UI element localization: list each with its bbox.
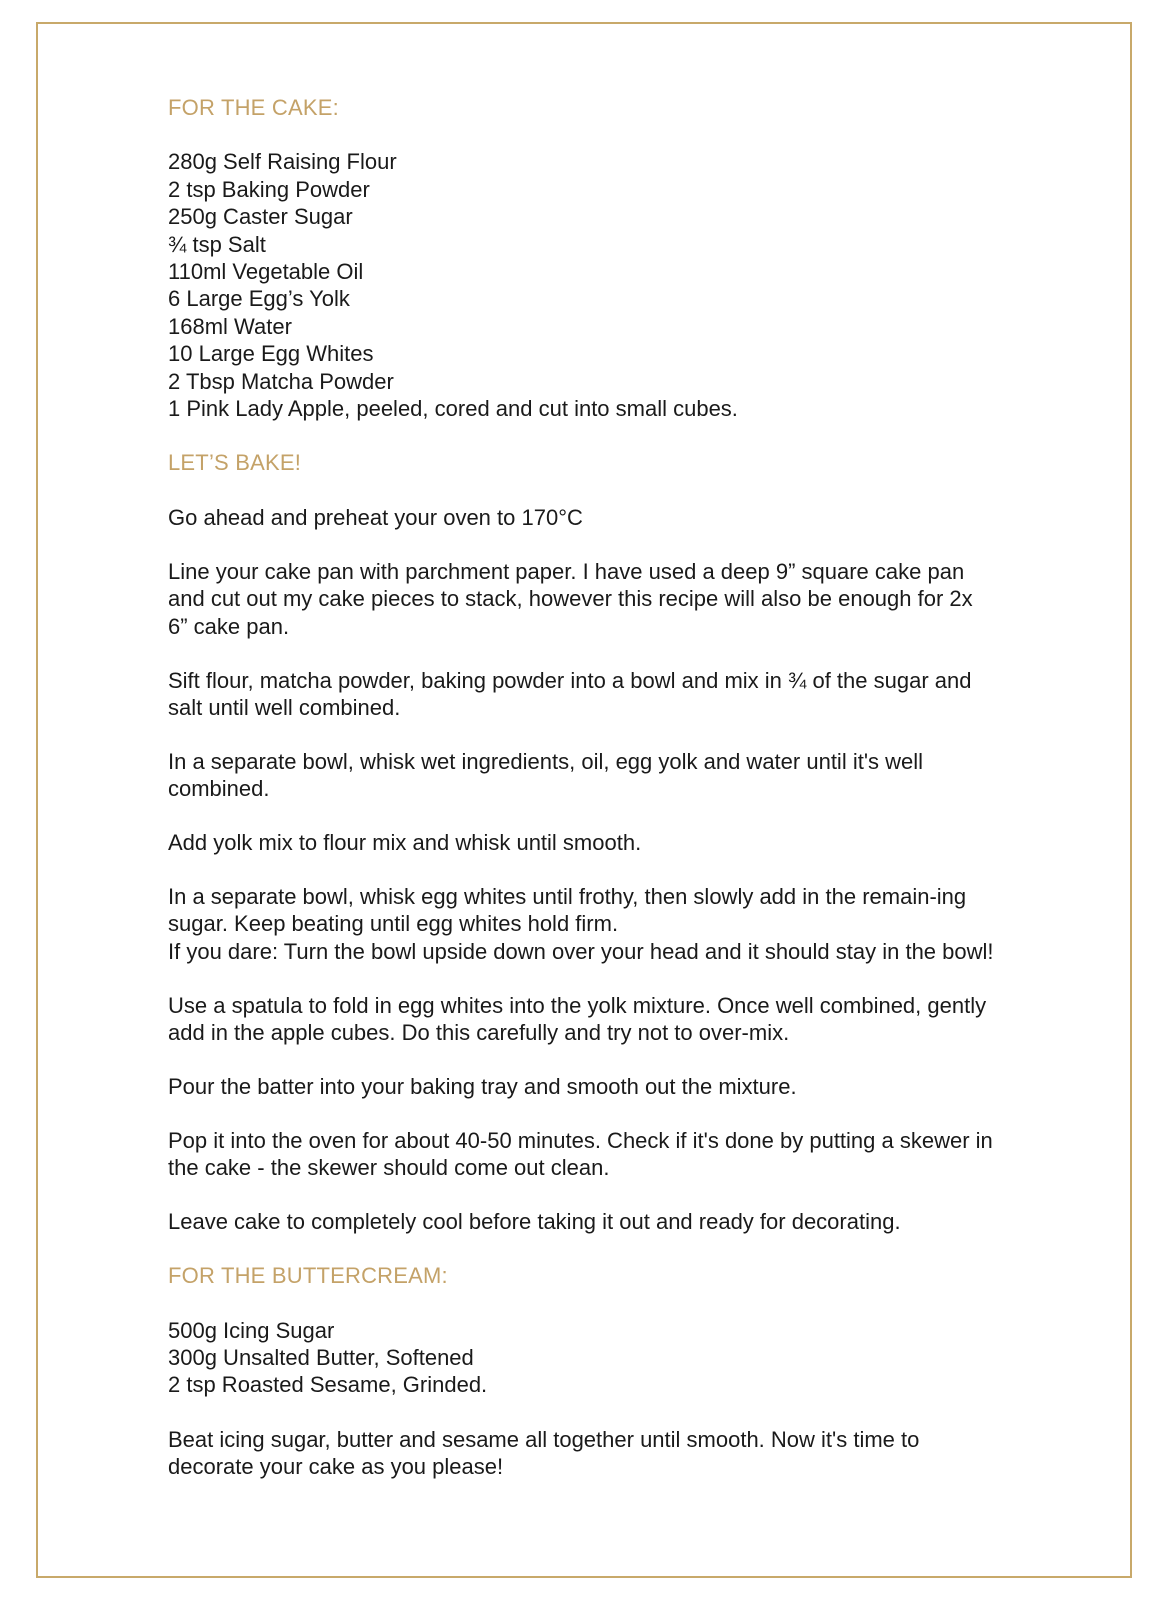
ingredient-item: 250g Caster Sugar [168,204,353,230]
recipe-content [168,94,998,1481]
bake-step: In a separate bowl, whisk egg whites until frothy, then slowly add in the remain-ing sugar. Keep beating until egg whites hold firm. [168,884,967,937]
ingredient-item: 300g Unsalted Butter, Softened [168,1345,474,1370]
bake-step: In a separate bowl, whisk wet ingredients, oil, egg yolk and water until it's well combined. [168,748,924,802]
bake-step: Go ahead and preheat your oven to 170°C [168,504,583,530]
ingredient-item: 2 tsp Baking Powder [168,176,370,202]
ingredient-item: 2 tsp Roasted Sesame, Grinded. [168,1372,488,1398]
bake-step: Use a spatula to fold in egg whites into the yolk mixture. Once well combined, gently add in the apple cubes. Do this carefully and try not to over-mix. [168,992,987,1046]
ingredient-item: ¾ tsp Salt [168,231,266,257]
cake-heading: FOR THE CAKE: [168,95,339,120]
buttercream-instruction: Beat icing sugar, butter and sesame all together until smooth. Now it's time to decorate your cake as you please! [168,1426,920,1480]
ingredient-item: 1 Pink Lady Apple, peeled, cored and cut into small cubes. [168,396,738,422]
ingredient-item: 168ml Water [168,313,292,339]
bake-step-group [168,883,998,965]
bake-step: Pour the batter into your baking tray and smooth out the mixture. [168,1074,797,1100]
bake-step: Line your cake pan with parchment paper. I have used a deep 9” square cake pan and cut out my cake pieces to stack, however this recipe will also be enough for 2x 6” cake pan. [168,558,973,639]
buttercream-heading: FOR THE BUTTERCREAM: [168,1263,448,1289]
ingredient-item: 6 Large Egg’s Yolk [168,286,350,312]
ingredient-item: 280g Self Raising Flour [168,149,397,175]
bake-heading: LET’S BAKE! [168,450,302,476]
buttercream-ingredient-list [168,1317,998,1399]
bake-step: Pop it into the oven for about 40-50 minutes. Check if it's done by putting a skewer in the cake - the skewer should come out clean. [168,1127,993,1181]
bake-step: Add yolk mix to flour mix and whisk until smooth. [168,830,642,856]
bake-step: Leave cake to completely cool before taking it out and ready for decorating. [168,1209,901,1235]
bake-step-tip: If you dare: Turn the bowl upside down over your head and it should stay in the bowl! [168,938,994,964]
ingredient-item: 110ml Vegetable Oil [168,259,364,285]
ingredient-item: 2 Tbsp Matcha Powder [168,368,394,394]
bake-step: Sift flour, matcha powder, baking powder into a bowl and mix in ¾ of the sugar and salt until well combined. [168,667,972,720]
ingredient-item: 10 Large Egg Whites [168,341,374,367]
ingredient-item: 500g Icing Sugar [168,1317,335,1343]
cake-ingredient-list [168,148,998,422]
